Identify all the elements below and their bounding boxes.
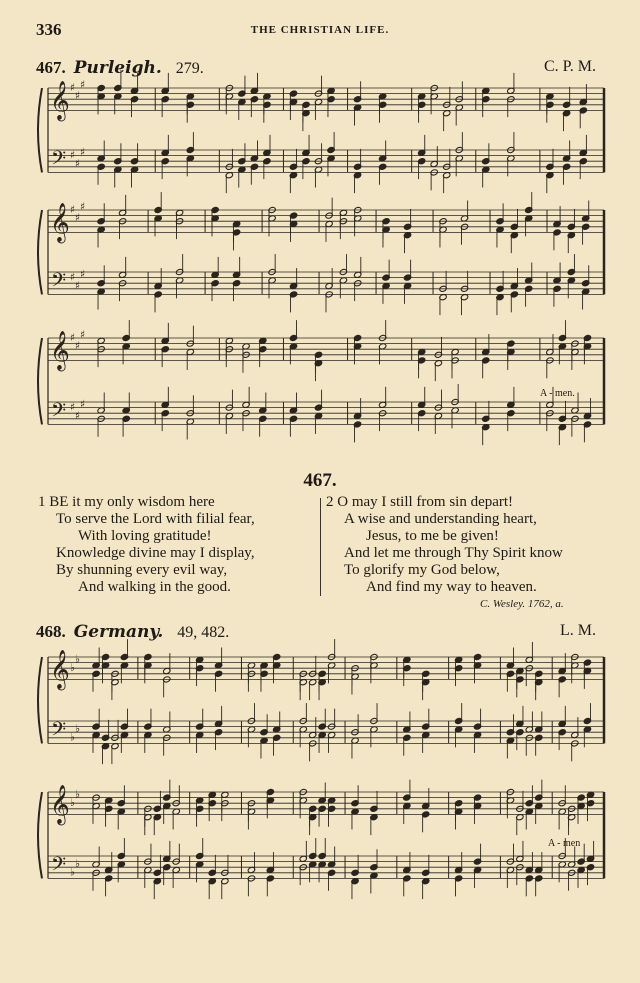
hymn-number: 467. (36, 58, 66, 77)
sharp-icon: ♯ (70, 330, 76, 344)
flat-icon: ♭ (70, 730, 76, 744)
flat-icon: ♭ (75, 722, 81, 736)
sharp-icon: ♯ (70, 202, 76, 216)
verse-line: To glorify my God below, (344, 562, 500, 578)
sharp-icon: ♯ (80, 328, 86, 341)
brace (38, 657, 42, 743)
sharp-icon: ♯ (75, 89, 81, 103)
verse-line: And walking in the good. (78, 579, 231, 595)
sharp-icon: ♯ (70, 400, 76, 414)
sharp-icon: ♯ (80, 78, 86, 91)
verse-line: Knowledge divine may I display, (56, 545, 255, 561)
sharp-icon: ♯ (80, 397, 86, 411)
tune-refs: 279. (175, 60, 204, 77)
sharp-icon: ♯ (75, 156, 81, 170)
sharp-icon: ♯ (75, 278, 81, 292)
brace (38, 210, 42, 294)
attribution: C. Wesley. 1762, a. (480, 598, 564, 610)
text-number-heading: 467. (303, 470, 337, 491)
amen-label-468: A - men (548, 838, 581, 849)
meter: L. M. (560, 622, 596, 639)
bass-clef-icon: 𝄢 (51, 146, 67, 175)
tune-name: Purleigh. (73, 58, 162, 78)
bass-clef-icon: 𝄢 (51, 268, 67, 297)
sharp-icon: ♯ (75, 211, 81, 225)
bass-clef-icon: 𝄢 (51, 852, 67, 881)
hymn-number: 468. (36, 622, 66, 641)
running-title: THE CHRISTIAN LIFE. (250, 24, 390, 36)
treble-clef-icon: 𝄞 (50, 202, 70, 242)
treble-clef-icon: 𝄞 (50, 80, 70, 120)
sharp-icon: ♯ (75, 339, 81, 353)
treble-clef-icon: 𝄞 (50, 784, 70, 824)
bass-clef-icon: 𝄢 (51, 717, 67, 746)
verse-line: And let me through Thy Spirit know (344, 545, 563, 561)
sharp-icon: ♯ (80, 200, 86, 213)
treble-clef-icon: 𝄞 (50, 330, 70, 370)
verse-divider (320, 498, 321, 596)
tune-refs: 49, 482. (177, 624, 230, 641)
verse-line: A wise and understanding heart, (344, 511, 537, 527)
verse-line: By shunning every evil way, (56, 562, 228, 578)
brace (38, 88, 42, 172)
sharp-icon: ♯ (70, 80, 76, 94)
verse-line: 2 O may I still from sin depart! (326, 494, 514, 510)
sharp-icon: ♯ (70, 270, 76, 284)
tune-name: Germany. (73, 622, 164, 642)
flat-icon: ♭ (70, 661, 76, 674)
verse-line: Jesus, to me be given! (366, 528, 499, 544)
verse-2 (326, 494, 563, 596)
sharp-icon: ♯ (75, 408, 81, 422)
verse-line: 1 BE it my only wisdom here (38, 494, 215, 510)
amen-label-467: A - men. (540, 388, 575, 399)
sharp-icon: ♯ (80, 267, 86, 281)
flat-icon: ♭ (75, 787, 81, 801)
verse-line: With loving gratitude! (78, 528, 212, 544)
brace (38, 792, 42, 878)
sharp-icon: ♯ (70, 148, 76, 162)
meter: C. P. M. (543, 58, 596, 75)
page-number: 336 (36, 20, 62, 39)
flat-icon: ♭ (70, 796, 76, 809)
flat-icon: ♭ (70, 865, 76, 879)
verse-line: And find my way to heaven. (366, 579, 537, 595)
flat-icon: ♭ (75, 652, 81, 666)
flat-icon: ♭ (75, 857, 81, 871)
bass-clef-icon: 𝄢 (51, 398, 67, 427)
sharp-icon: ♯ (80, 145, 86, 159)
treble-clef-icon: 𝄞 (50, 649, 70, 689)
verse-1 (38, 494, 255, 596)
hymn-heading-468 (36, 622, 596, 646)
brace (38, 338, 42, 424)
verse-line: To serve the Lord with filial fear, (56, 511, 255, 527)
